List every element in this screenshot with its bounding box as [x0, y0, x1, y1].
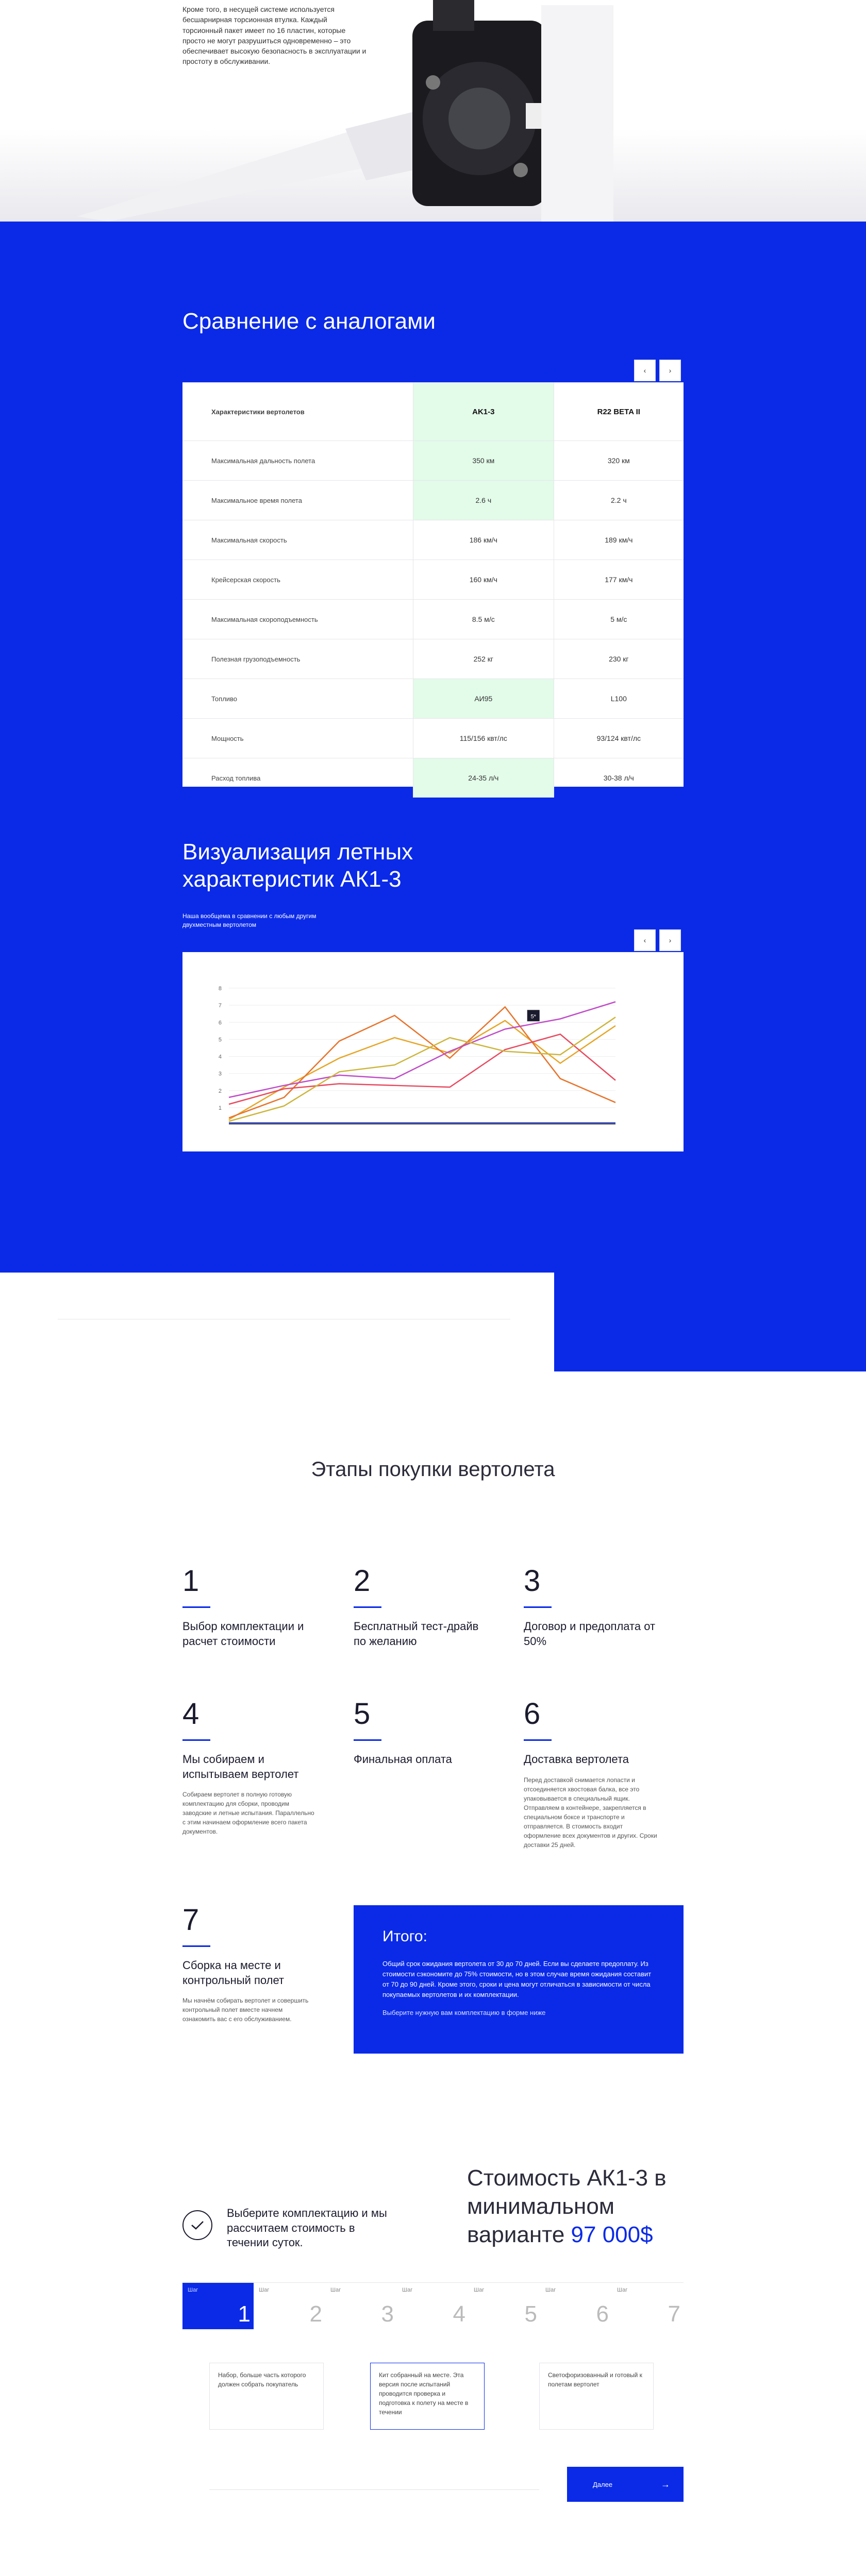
step-underline: [182, 1945, 210, 1947]
step-description: Собираем вертолет в полную готовую комплектацию для сборки, проводим заводские и летные испытания. Параллельно с этим начинаем оформление всего пакета документов.: [182, 1791, 314, 1836]
step-underline: [182, 1739, 210, 1741]
table-cell: 30-38 л/ч: [554, 758, 684, 798]
y-tick-label: 1: [218, 1105, 222, 1111]
step-tab-6[interactable]: [540, 2282, 612, 2329]
chart-tooltip-label: 5*: [530, 1013, 536, 1020]
table-cell: 5 м/с: [554, 600, 684, 639]
comparison-title: Сравнение с аналогами: [182, 309, 436, 334]
table-cell: 2.6 ч: [413, 481, 554, 520]
table-cell: Крейсерская скорость: [182, 560, 413, 600]
total-text: Общий срок ожидания вертолета от 30 до 70 дней. Если вы сделаете предоплату. Из стоимости сэкономите до 75% стоимости, но в этом случае время ожидания составит от 70 до 90 дней. Кроме этого, сроки и цена могут отличаться в зависимости от числа покупаемых вертолетов и их комплектации.: [382, 1960, 652, 1999]
step-title: Выбор комплектации и расчет стоимости: [182, 1620, 304, 1648]
step-number: 6: [524, 1697, 541, 1731]
step-underline: [354, 1739, 381, 1741]
tab-number: 7: [668, 2301, 680, 2327]
table-row: [182, 679, 684, 719]
price-value: 97 000$: [571, 2222, 653, 2247]
y-tick-label: 6: [218, 1020, 222, 1026]
pricing-intro: Выберите комплектацию и мы рассчитаем стоимость в течении суток.: [227, 2207, 387, 2249]
table-cell: 320 км: [554, 441, 684, 481]
next-button[interactable]: [567, 2467, 684, 2502]
step-number: 4: [182, 1697, 199, 1731]
table-row: [182, 758, 684, 798]
step-4: [182, 1699, 317, 1836]
table-row: [182, 719, 684, 758]
next-button-label: Далее: [593, 2480, 613, 2488]
y-tick-label: 2: [218, 1088, 222, 1094]
tab-number: 3: [381, 2301, 394, 2327]
table-cell: 177 км/ч: [554, 560, 684, 600]
tab-label: Шаг: [188, 2287, 198, 2293]
step-tab-4[interactable]: [397, 2282, 469, 2329]
arrow-right-icon: →: [661, 2479, 670, 2489]
y-tick-label: 4: [218, 1054, 222, 1060]
comparison-next-button[interactable]: ›: [659, 360, 681, 381]
y-tick-label: 7: [218, 1003, 222, 1009]
table-cell: Максимальная дальность полета: [182, 441, 413, 481]
tab-number: 2: [309, 2301, 322, 2327]
series-line-3: [229, 1002, 615, 1098]
check-icon: [182, 2210, 212, 2240]
table-cell: Топливо: [182, 679, 413, 719]
table-row: [182, 481, 684, 520]
table-cell: 8.5 м/с: [413, 600, 554, 639]
line-chart: [182, 952, 684, 1151]
tab-number: 6: [596, 2301, 609, 2327]
table-cell: Расход топлива: [182, 758, 413, 798]
tab-label: Шаг: [545, 2287, 556, 2293]
table-cell: 350 км: [413, 441, 554, 481]
step-tab-5[interactable]: [469, 2282, 540, 2329]
tab-label: Шаг: [617, 2287, 628, 2293]
y-tick-label: 8: [218, 986, 222, 992]
table-header-cell: AK1-3: [413, 383, 554, 441]
table-row: [182, 520, 684, 560]
visual-title: Визуализация летных характеристик АК1-3: [182, 839, 413, 892]
y-tick-label: 3: [218, 1071, 222, 1077]
step-tab-3[interactable]: [325, 2282, 397, 2329]
table-cell: 186 км/ч: [413, 520, 554, 560]
tab-label: Шаг: [402, 2287, 413, 2293]
step-tab-2[interactable]: [254, 2282, 325, 2329]
table-row: [182, 560, 684, 600]
step-description: Перед доставкой снимается лопасти и отсоединяется хвостовая балка, все это упаковывается в специальный ящик. Отправляем в контейнере, закрепляется в специальном боксе и транспорте и отправляется. В стоимость входит оформление всех документов и других. Сроки доставки 25 дней.: [524, 1776, 657, 1849]
step-number: 2: [354, 1564, 371, 1598]
table-row: [182, 639, 684, 679]
step-underline: [354, 1606, 381, 1608]
tab-number: 4: [453, 2301, 465, 2327]
y-tick-label: 5: [218, 1037, 222, 1043]
comparison-table: [182, 382, 684, 787]
table-cell: 115/156 квт/лс: [413, 719, 554, 758]
table-cell: 24-35 л/ч: [413, 758, 554, 798]
table-header-cell: Характеристики вертолетов: [182, 383, 413, 441]
form-divider: [209, 2489, 539, 2490]
step-tab-1[interactable]: [182, 2282, 254, 2329]
option-card-selected[interactable]: Кит собранный на месте. Эта версия после испытаний проводится проверка и подготовка к полету на месте в течении: [370, 2363, 485, 2430]
step-number: 1: [182, 1564, 199, 1598]
step-3: [524, 1566, 658, 1649]
table-cell: 252 кг: [413, 639, 554, 679]
tab-label: Шаг: [259, 2287, 270, 2293]
hero-section: [0, 0, 866, 222]
step-underline: [524, 1606, 552, 1608]
step-5: [354, 1699, 488, 1767]
step-tab-7[interactable]: [612, 2282, 684, 2329]
table-cell: Мощность: [182, 719, 413, 758]
table-row: [182, 441, 684, 481]
step-underline: [524, 1739, 552, 1741]
table-cell: АИ95: [413, 679, 554, 719]
blue-corner-block: [554, 1273, 866, 1371]
total-note: Выберите нужную вам комплектацию в форме ниже: [382, 2008, 546, 2016]
total-box: [354, 1905, 684, 2054]
tab-label: Шаг: [330, 2287, 341, 2293]
table-cell: 160 км/ч: [413, 560, 554, 600]
step-title: Бесплатный тест-драйв по желанию: [354, 1620, 479, 1648]
step-7: [182, 1905, 317, 2024]
step-6: [524, 1699, 658, 1850]
table-cell: 230 кг: [554, 639, 684, 679]
option-card[interactable]: Светофоризованный и готовый к полетам вертолет: [539, 2363, 654, 2430]
tab-number: 5: [524, 2301, 537, 2327]
step-title: Договор и предоплата от 50%: [524, 1620, 656, 1648]
table-cell: Максимальная скорость: [182, 520, 413, 560]
step-description: Мы начнём собирать вертолет и совершить контрольный полет вместе начнем ознакомить вас с его обслуживанием.: [182, 1997, 309, 2023]
price-block: [467, 2164, 684, 2249]
step-title: Мы собираем и испытываем вертолет: [182, 1753, 299, 1781]
chart-prev-button[interactable]: ‹: [634, 929, 656, 951]
price-label: Стоимость АК1-3 в минимальном варианте: [467, 2165, 667, 2247]
step-title: Финальная оплата: [354, 1753, 452, 1766]
table-header-cell: R22 BETA II: [554, 383, 684, 441]
table-row: [182, 600, 684, 639]
table-header-row: [182, 383, 684, 441]
table-cell: 2.2 ч: [554, 481, 684, 520]
step-number: 7: [182, 1903, 199, 1937]
series-line-5: [229, 1017, 615, 1121]
table-cell: Максимальная скороподъемность: [182, 600, 413, 639]
table-cell: 93/124 квт/лс: [554, 719, 684, 758]
step-number: 5: [354, 1697, 371, 1731]
tab-label: Шаг: [474, 2287, 485, 2293]
visual-subtitle: Наша вообщема в сравнении с любым другим двухместным вертолетом: [182, 912, 317, 928]
option-card[interactable]: Набор, больше часть которого должен собрать покупатель: [209, 2363, 324, 2430]
table-cell: Максимальное время полета: [182, 481, 413, 520]
configurator: [182, 2282, 684, 2505]
stages-title: Этапы покупки вертолета: [311, 1458, 555, 1481]
chart-next-button[interactable]: ›: [659, 929, 681, 951]
total-title: Итого:: [382, 1928, 427, 1945]
step-number: 3: [524, 1564, 541, 1598]
table-cell: 189 км/ч: [554, 520, 684, 560]
step-1: [182, 1566, 317, 1649]
comparison-prev-button[interactable]: ‹: [634, 360, 656, 381]
series-line-2: [229, 1007, 615, 1117]
helicopter-rotor-image: [77, 0, 747, 222]
chart-card: [182, 952, 684, 1151]
step-title: Сборка на месте и контрольный полет: [182, 1959, 285, 1987]
tab-number: 1: [238, 2301, 251, 2327]
step-2: [354, 1566, 488, 1649]
step-underline: [182, 1606, 210, 1608]
hero-text: Кроме того, в несущей системе используется бесшарнирная торсионная втулка. Каждый торсионный пакет имеет по 16 пластин, которые просто не могут разрушиться одновременно – это обеспечивает высокую безопасность в эксплуатации и простоту в обслуживании.: [182, 5, 367, 66]
table-cell: Полезная грузоподъемность: [182, 639, 413, 679]
step-title: Доставка вертолета: [524, 1753, 629, 1766]
table-cell: L100: [554, 679, 684, 719]
